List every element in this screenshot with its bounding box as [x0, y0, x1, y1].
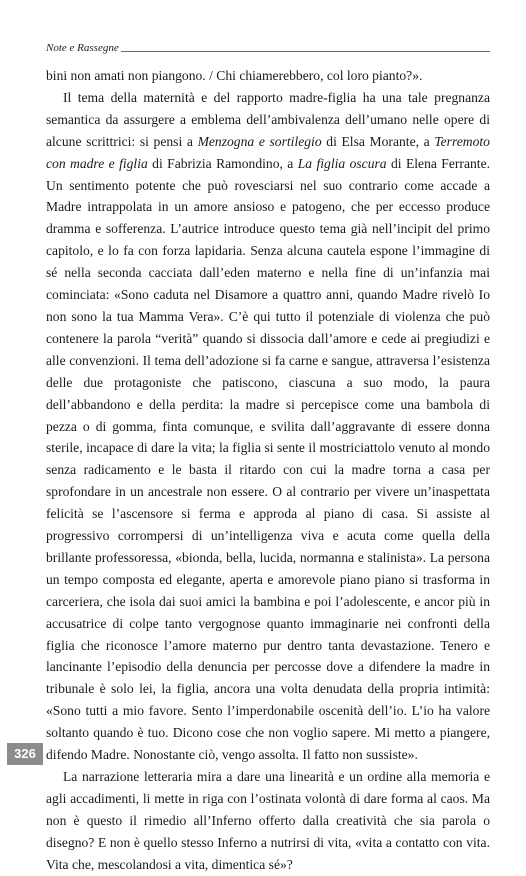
paragraph-text-segment: Il tema della maternità e del rapporto madre-figlia ha una tale pregnanza semantica da assurgere a emblema dell’ambivalenza dell’umano nelle opere di alcune scrittrici: si pensi a	[46, 89, 490, 149]
body-text	[46, 65, 490, 876]
paragraph-text-segment: di Elena Ferrante. Un sentimento potente che può rovesciarsi nel suo contrario come accade a Madre intrappolata in un amore ansioso e patogeno, che per eccesso produce dramma e sofferenza. L’autrice introduce questo tema già nell’incipit del primo capitolo, e lo fa con forza lapidaria. Senza alcuna cautela espone l’immagine di sé nella seconda cacciata dall’eden materno e nella fine di un’infanzia mai cominciata: «Sono caduta nel Disamore a quattro anni, quando Madre rivelò Io non sono la tua Mamma Vera». C’è qui tutto il potenziale di violenza che può contenere la parola “verità” quando si dissocia dall’amore e cede ai pregiudizi e alle convenzioni. Il tema dell’adozione si fa carne e sangue, attraversa l’esistenza delle due protagoniste che patiscono, ciascuna a suo modo, la paura dell’abbandono e della perdita: la madre si percepisce come una bambola di pezza o di gomma, finta comunque, e svilita dall’aggravante di essere donna sterile, incapace di dare la vita; la figlia si sente il mostriciattolo venuto al mondo senza radicamento e le basta il ritardo con cui la madre torna a casa per sprofondare in un ancestrale non essere. O al contrario per vivere un’inaspettata felicità se l’ascensore si ferma e approda al piano di casa. Si assiste al progressivo corrompersi di un’intelligenza viva e acuta come quella della brillante professoressa, «bionda, bella, lucida, normanna e stalinista». La persona un tempo composta ed elegante, aperta e amorevole piano piano si trasforma in carceriera, che isola dai suoi amici la bambina e poi l’adolescente, e ancor più in accusatrice di colpe tanto vergognose quanto immaginarie nei confronti della figlia che riconosce l’amore materno pur dentro tanta devastazione. Tenero e lancinante l’episodio della denuncia per percosse dove a difendere la madre in tribunale è solo lei, la figlia, ancora una volta denudata della propria intimità: «Sono tutti a mio favore. Sento l’imperdonabile oscenità dell’io. L’io ha valore soltanto quando è tuo. Dicono cose che non voglio sapere. Mi metto a piangere, difendo Madre. Nonostante ciò, vengo assolta. Il fatto non sussiste».	[46, 155, 490, 763]
book-title-terremoto: Terremoto con madre e figlia	[46, 133, 490, 171]
header-rule	[121, 51, 490, 52]
paragraph-text-segment: di Fabrizia Ramondino, a	[147, 155, 298, 171]
running-head	[46, 40, 490, 54]
book-title-menzogna: Menzogna e sortilegio	[197, 133, 322, 149]
paragraph-text-segment: di Elsa Morante, a	[321, 133, 435, 149]
paragraph-maternity-theme	[46, 87, 490, 766]
paragraph-literary-narration: La narrazione letteraria mira a dare una linearità e un ordine alla memoria e agli accadimenti, li mette in riga con l’ostinata volontà di dare forma al caos. Ma non è questo il rimedio all’Inferno offerto dalla creatività che sia parola o disegno? E non è quello stesso Inferno a nutrirsi di vita, «vita a contatto con vita. Vita che, mescolandosi a vita, dimentica sé»?	[46, 769, 490, 872]
book-title-figlia-oscura: La figlia oscura	[297, 155, 387, 171]
running-title: Note e Rassegne	[46, 42, 119, 54]
page-number-badge: 326	[7, 743, 43, 765]
paragraph-continuation: bini non amati non piangono. / Chi chiamerebbero, col loro pianto?».	[46, 68, 423, 83]
